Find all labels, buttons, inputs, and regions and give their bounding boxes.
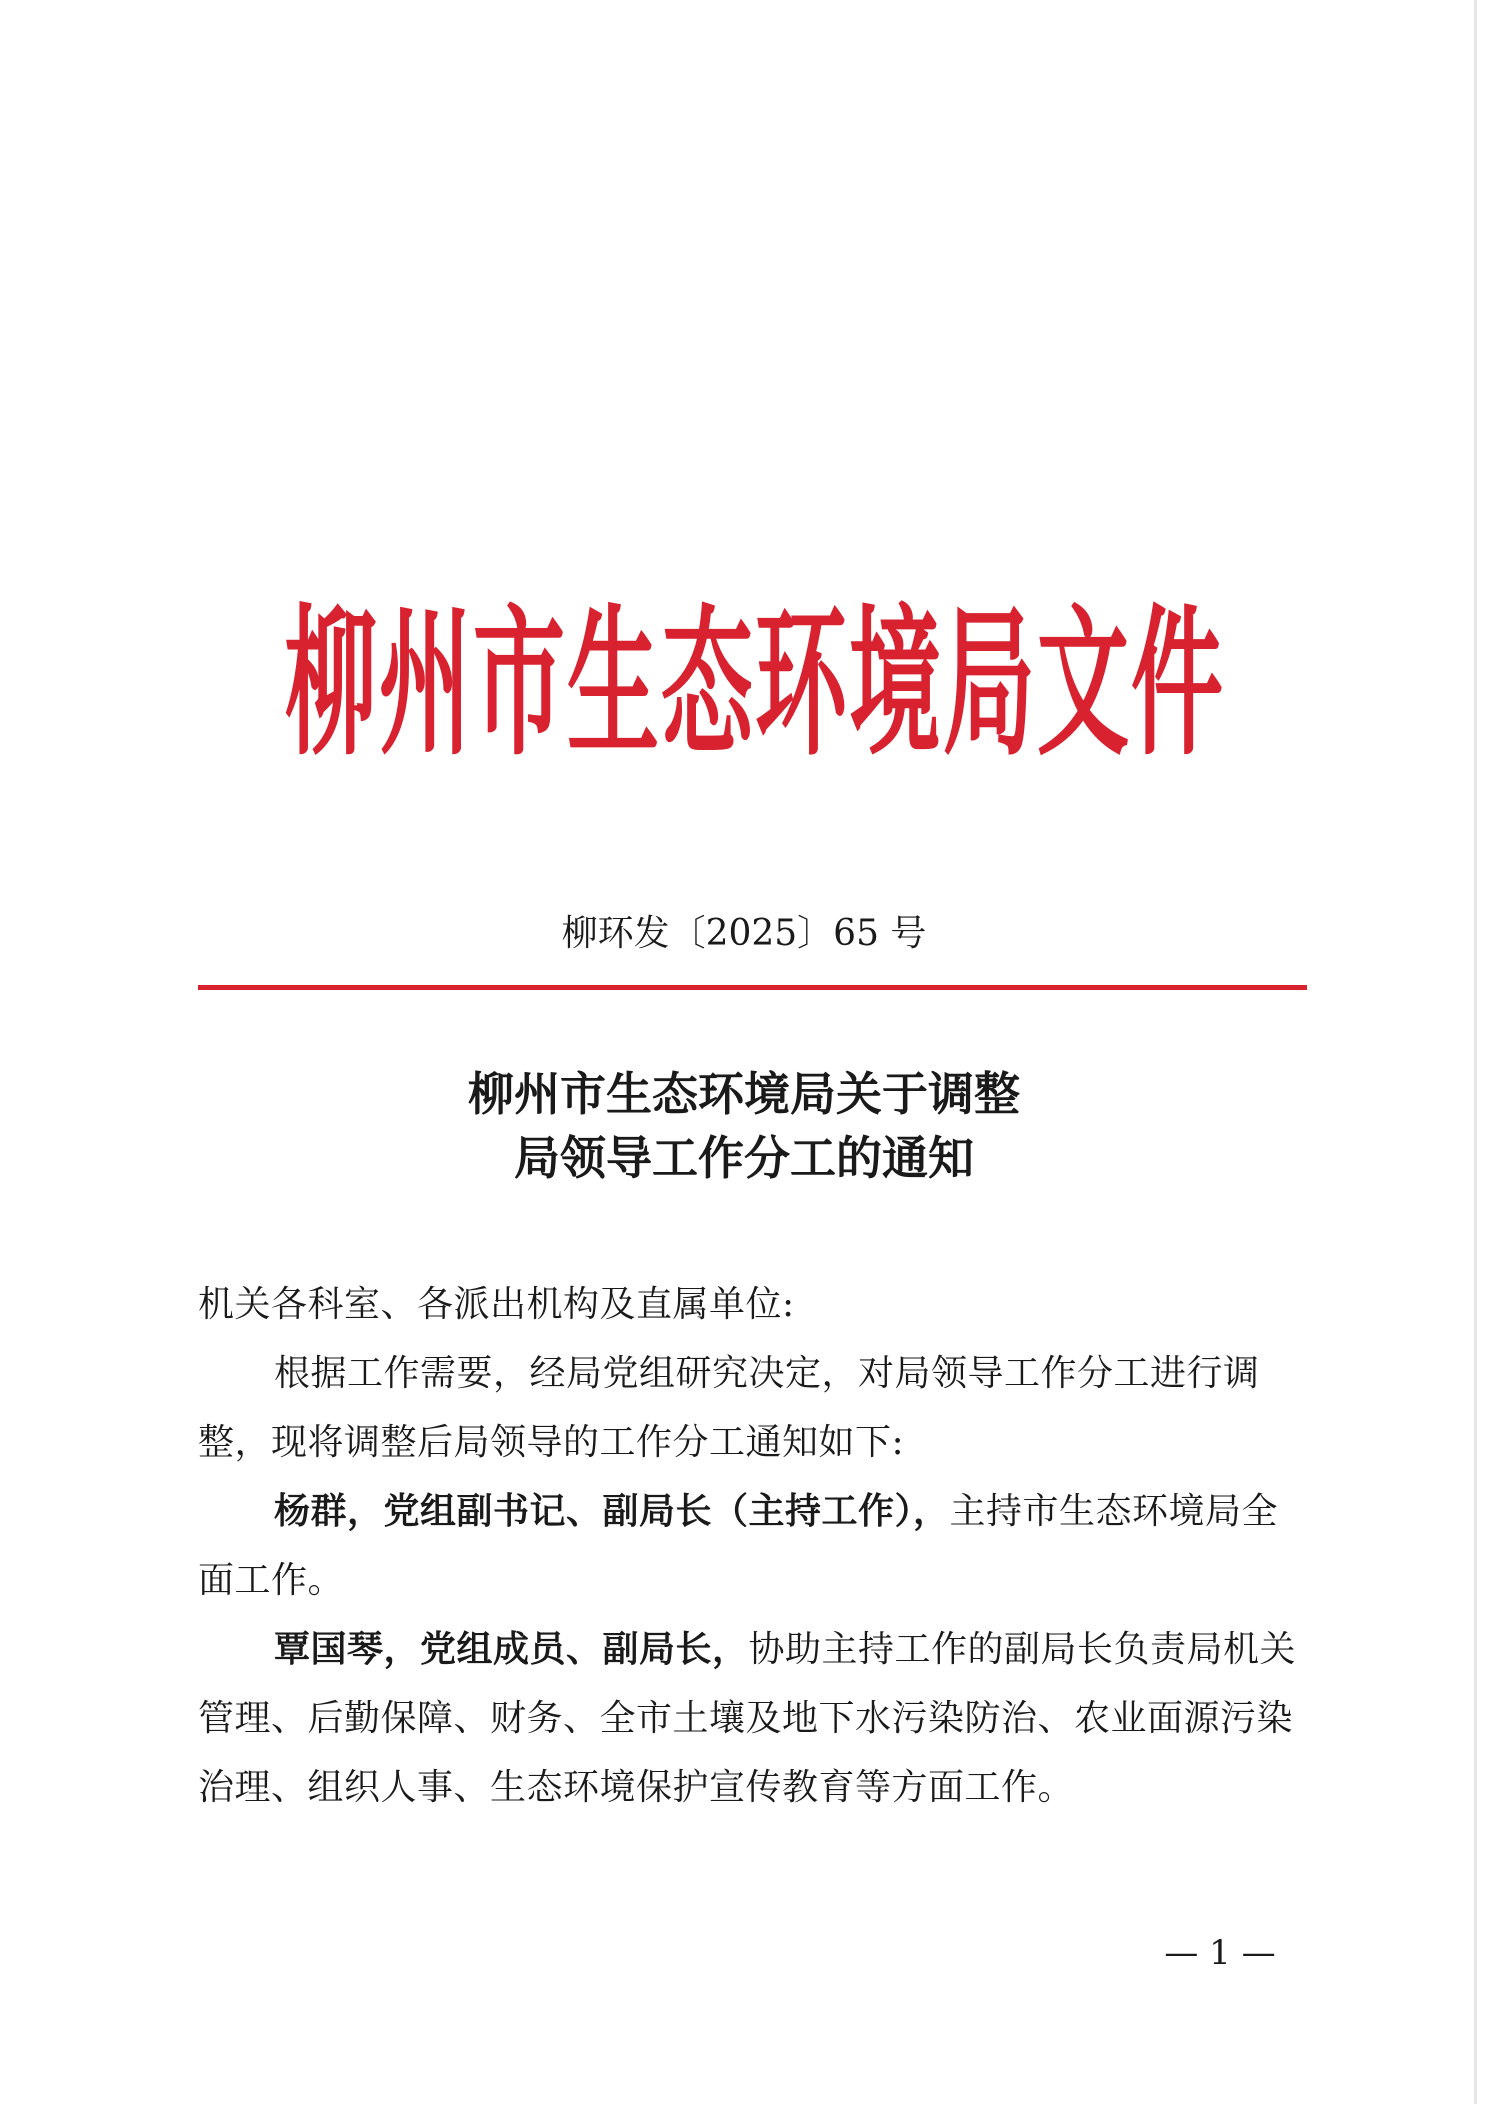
salutation: 机关各科室、各派出机构及直属单位: [198, 1284, 795, 1325]
document-body [198, 1270, 1310, 1822]
document-number: 柳环发〔2025〕65 号 [561, 913, 927, 954]
assignment-paragraph [198, 1615, 1310, 1822]
assignment-name-role: 杨群，党组副书记、副局长（主持工作）， [274, 1491, 950, 1532]
assignment-name-role: 覃国琴，党组成员、副局长， [274, 1629, 749, 1670]
intro-paragraph: 根据工作需要，经局党组研究决定，对局领导工作分工进行调整，现将调整后局领导的工作分工通知如下: [198, 1353, 1260, 1463]
assignment-duties: 协助主持工作的副局长负责局机关管理、后勤保障、财务、全市土壤及地下水污染防治、农业面源污染治理、组织人事、生态环境保护宣传教育等方面工作。 [198, 1629, 1297, 1808]
document-title [0, 1062, 1488, 1190]
red-divider-line [198, 985, 1307, 990]
masthead [200, 585, 1310, 785]
title-line-2: 局领导工作分工的通知 [514, 1131, 974, 1185]
assignment-duties: 主持市生态环境局全面工作。 [198, 1491, 1279, 1601]
scan-edge [1474, 0, 1477, 2104]
title-line-1: 柳州市生态环境局关于调整 [468, 1067, 1020, 1121]
assignment-paragraph [198, 1477, 1310, 1615]
masthead-title: 柳州市生态环境局文件 [284, 590, 1225, 778]
page-number: — 1 — [1164, 1933, 1276, 1973]
